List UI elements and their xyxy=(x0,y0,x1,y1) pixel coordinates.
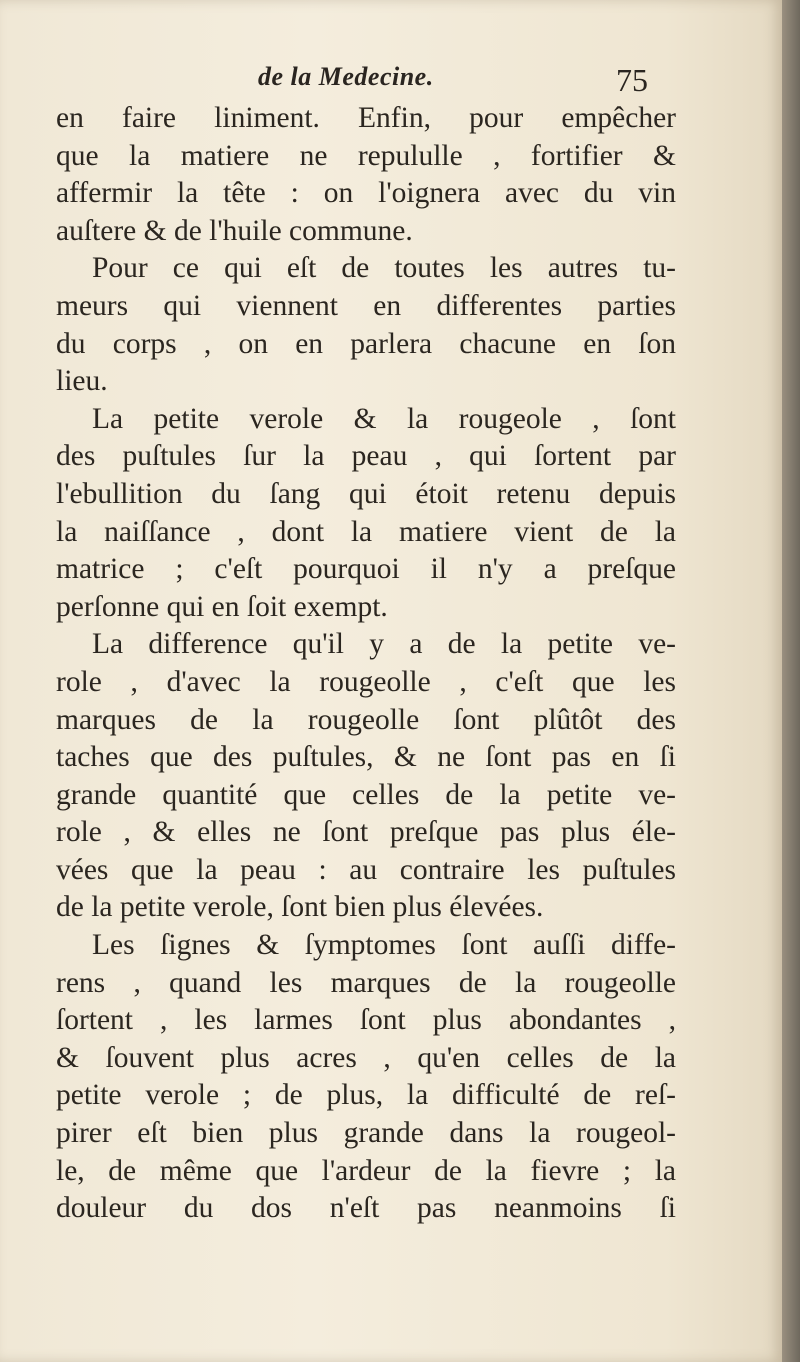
text-line: le, de même que l'ardeur de la fievre ; la xyxy=(56,1154,676,1187)
page-edge xyxy=(782,0,800,1362)
text-line: Pour ce qui eſt de toutes les autres tu- xyxy=(92,252,676,285)
text-line: role , d'avec la rougeolle , c'eſt que les xyxy=(56,665,676,698)
text-line: Les ſignes & ſymptomes ſont auſſi diffe- xyxy=(92,929,676,962)
text-line: affermir la tête : on l'oignera avec du vin xyxy=(56,177,676,210)
text-line: taches que des puſtules, & ne ſont pas en ſi xyxy=(56,741,676,774)
text-line: marques de la rougeolle ſont plûtôt des xyxy=(56,703,676,736)
text-line: auſtere & de l'huile commune. xyxy=(56,214,413,247)
text-line: lieu. xyxy=(56,365,108,398)
text-line: la naiſſance , dont la matiere vient de la xyxy=(56,515,676,548)
text-line: ſortent , les larmes ſont plus abondantes , xyxy=(56,1004,676,1037)
text-line: La difference qu'il y a de la petite ve- xyxy=(92,628,676,661)
text-line: des puſtules ſur la peau , qui ſortent par xyxy=(56,440,676,473)
text-line: grande quantité que celles de la petite ve- xyxy=(56,778,676,811)
text-line: l'ebullition du ſang qui étoit retenu depuis xyxy=(56,477,676,510)
text-line: La petite verole & la rougeole , ſont xyxy=(92,402,676,435)
text-line: meurs qui viennent en differentes parties xyxy=(56,289,676,322)
text-line: matrice ; c'eſt pourquoi il n'y a preſque xyxy=(56,553,676,586)
text-line: de la petite verole, ſont bien plus élevées. xyxy=(56,891,544,924)
text-line: perſonne qui en ſoit exempt. xyxy=(56,590,388,623)
text-line: pirer eſt bien plus grande dans la rougeol- xyxy=(56,1117,676,1150)
text-line: & ſouvent plus acres , qu'en celles de la xyxy=(56,1041,676,1074)
text-line: rens , quand les marques de la rougeolle xyxy=(56,966,676,999)
text-line: en faire liniment. Enfin, pour empêcher xyxy=(56,102,676,134)
body-text xyxy=(56,100,676,1228)
text-line: vées que la peau : au contraire les puſtules xyxy=(56,853,676,886)
text-line: role , & elles ne ſont preſque pas plus éle- xyxy=(56,816,676,849)
text-line: que la matiere ne repululle , fortifier & xyxy=(56,139,676,172)
text-line: du corps , on en parlera chacune en ſon xyxy=(56,327,676,360)
text-line: petite verole ; de plus, la difficulté de reſ- xyxy=(56,1079,676,1112)
text-line: douleur du dos n'eſt pas neanmoins ſi xyxy=(56,1192,676,1225)
page-number: 75 xyxy=(616,62,648,98)
running-title: de la Medecine. xyxy=(258,62,434,91)
